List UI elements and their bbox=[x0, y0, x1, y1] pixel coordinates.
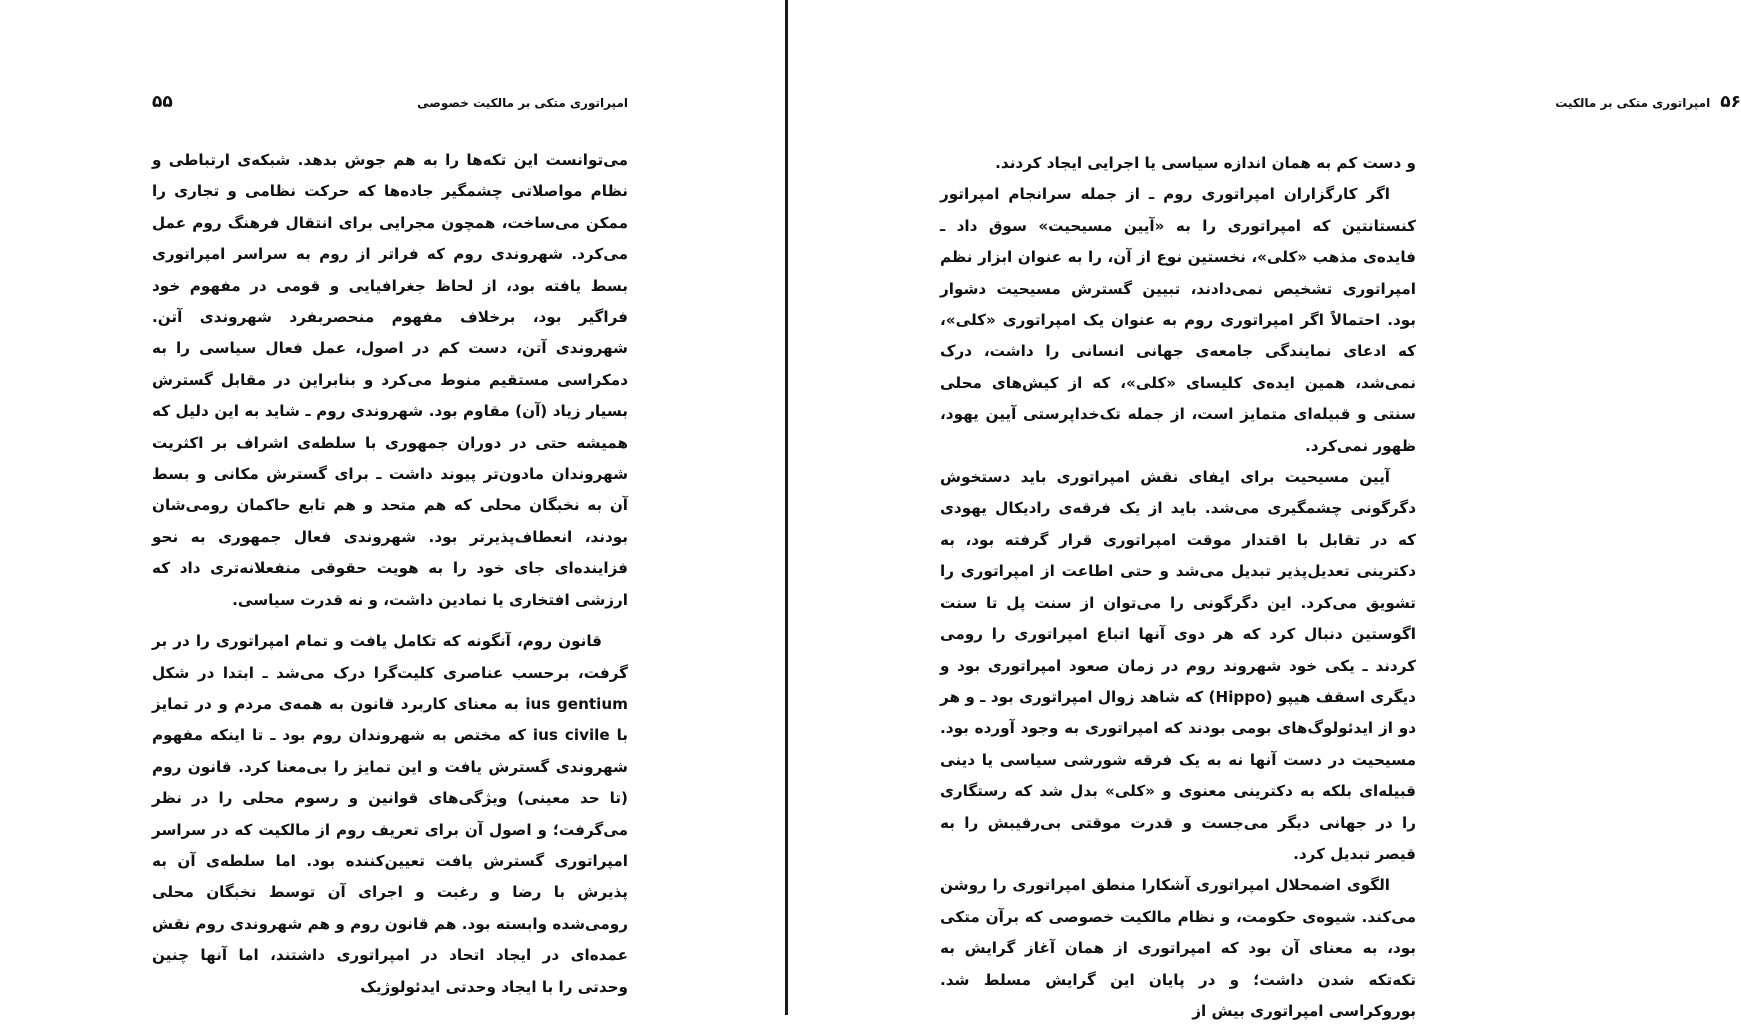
paragraph: اگر کارگزاران امپراتوری روم ـ از جمله سرانجام امپراتور کنستانتین که امپراتوری را به «آیین مسیحیت» سوق داد ـ فایده‌ی مذهب «کلی»، نخستین نوع از آن، را به عنوان ابزار نظم امپراتوری تشخیص نمی‌دادند، تبیین گسترش مسیحیت دشوار بود. احتمالاً اگر امپراتوری روم به عنوان یک امپراتوری «کلی»، که ادعای نمایندگی جامعه‌ی جهانی انسانی را داشت، درک نمی‌شد، همین ایده‌ی کلیسای «کلی»، که از کیش‌های محلی سنتی و قبیله‌ای متمایز است، از جمله تک‌خداپرستی آیین یهود، ظهور نمی‌کرد. bbox=[940, 185, 1416, 455]
right-page-header bbox=[1265, 92, 1741, 112]
right-page bbox=[788, 0, 1741, 1020]
paragraph: الگوی اضمحلال امپراتوری آشکارا منطق امپراتوری را روشن می‌کند. شیوه‌ی حکومت، و نظام مالکیت خصوصی که برآن متکی بود، به معنای آن بود که امپراتوری از همان آغاز گرایش به تکه‌تکه شدن داشت؛ و در پایان این گرایش مسلط شد. بوروکراسی امپراتوری بیش از bbox=[940, 876, 1416, 1020]
right-page-body bbox=[940, 148, 1416, 1027]
left-page bbox=[0, 0, 785, 1015]
page-number: ۵۵ bbox=[152, 92, 173, 112]
paragraph: می‌توانست این تکه‌ها را به هم جوش بدهد. شبکه‌ی ارتباطی و نظام مواصلاتی چشمگیر جاده‌ها که حرکت نظامی و تجاری را ممکن می‌ساخت، همچون مجرایی برای انتقال فرهنگ روم عمل می‌کرد. شهروندی روم که فراتر از روم به سراسر امپراتوری بسط یافته بود، از لحاظ جغرافیایی و قومی در مفهوم خود فراگیر بود، برخلاف مفهوم منحصربفرد شهروندی آتن. شهروندی آتن، دست کم در اصول، عمل فعال سیاسی را به دمکراسی مستقیم منوط می‌کرد و بنابراین در مقابل گسترش بسیار زیاد (آن) مقاوم بود. شهروندی روم ـ شاید به این دلیل که همیشه حتی در دوران جمهوری با سلطه‌ی اشراف بر اکثریت شهروندان مادون‌تر پیوند داشت ـ برای گسترش مکانی و بسط آن به نخبگان محلی که هم متحد و هم تابع حاکمان رومی‌شان بودند، انعطاف‌پذیرتر بود. شهروندی فعال جمهوری به نحو فزاینده‌ای جای خود را به هویت حقوقی منفعلانه‌تری داد که ارزشی افتخاری یا نمادین داشت، و نه قدرت سیاسی. bbox=[152, 151, 628, 609]
paragraph: آیین مسیحیت برای ایفای نقش امپراتوری باید دستخوش دگرگونی چشمگیری می‌شد. باید از یک فرقه‌ی رادیکال یهودی که در تقابل با اقتدار موقت امپراتوری قرار گرفته بود، به دکترینی تعدیل‌پذیر تبدیل می‌شد و حتی اطاعت از امپراتوری را تشویق می‌کرد. این دگرگونی را می‌توان از سنت پل تا سنت اگوستین دنبال کرد که هر دوی آنها اتباع امپراتوری را رومی کردند ـ یکی خود شهروند روم در زمان صعود امپراتوری بود و دیگری اسقف هیپو (Hippo) که شاهد زوال امپراتوری بود ـ و هر دو از ایدئولوگ‌های بومی بودند که امپراتوری به وجود آورده بود. مسیحیت در دست آنها نه به یک فرقه شورشی سیاسی یا دینی قبیله‌ای بلکه به دکترینی معنوی و «کلی» بدل شد که رستگاری را در جهانی دیگر می‌جست و قدرت موقتی بی‌رقیبش را به قیصر تبدیل کرد. bbox=[940, 468, 1416, 863]
left-page-header bbox=[152, 92, 628, 112]
paragraph: قانون روم، آنگونه که تکامل یافت و تمام امپراتوری را در بر گرفت، برحسب عناصری کلیت‌گرا درک می‌شد ـ ابتدا در شکل ius gentium به معنای کاربرد قانون به همه‌ی مردم و در تمایز با ius civile که مختص به شهروندان روم بود ـ تا اینکه مفهوم شهروندی گسترش یافت و این تمایز را بی‌معنا کرد. قانون روم (تا حد معینی) ویژگی‌های قوانین و رسوم محلی را در نظر می‌گرفت؛ و اصول آن برای تعریف روم از مالکیت که در سراسر امپراتوری گسترش یافت تعیین‌کننده بود. اما سلطه‌ی آن به پذیرش با رضا و رغبت و اجرای آن توسط نخبگان محلی رومی‌شده وابسته بود. هم قانون روم و هم شهروندی روم نقش عمده‌ای در ایجاد اتحاد در امپراتوری داشتند، اما آنها چنین وحدتی را با ایجاد وحدتی ایدئولوژیک bbox=[152, 632, 629, 996]
left-page-body bbox=[152, 145, 628, 1003]
running-title: امپراتوری متکی بر مالکیت bbox=[1555, 96, 1711, 110]
running-title: امپراتوری متکی بر مالکیت خصوصی bbox=[417, 96, 628, 110]
page-number: ۵۶ bbox=[1720, 92, 1741, 112]
paragraph: و دست کم به همان اندازه سیاسی یا اجرایی ایجاد کردند. bbox=[995, 154, 1416, 172]
